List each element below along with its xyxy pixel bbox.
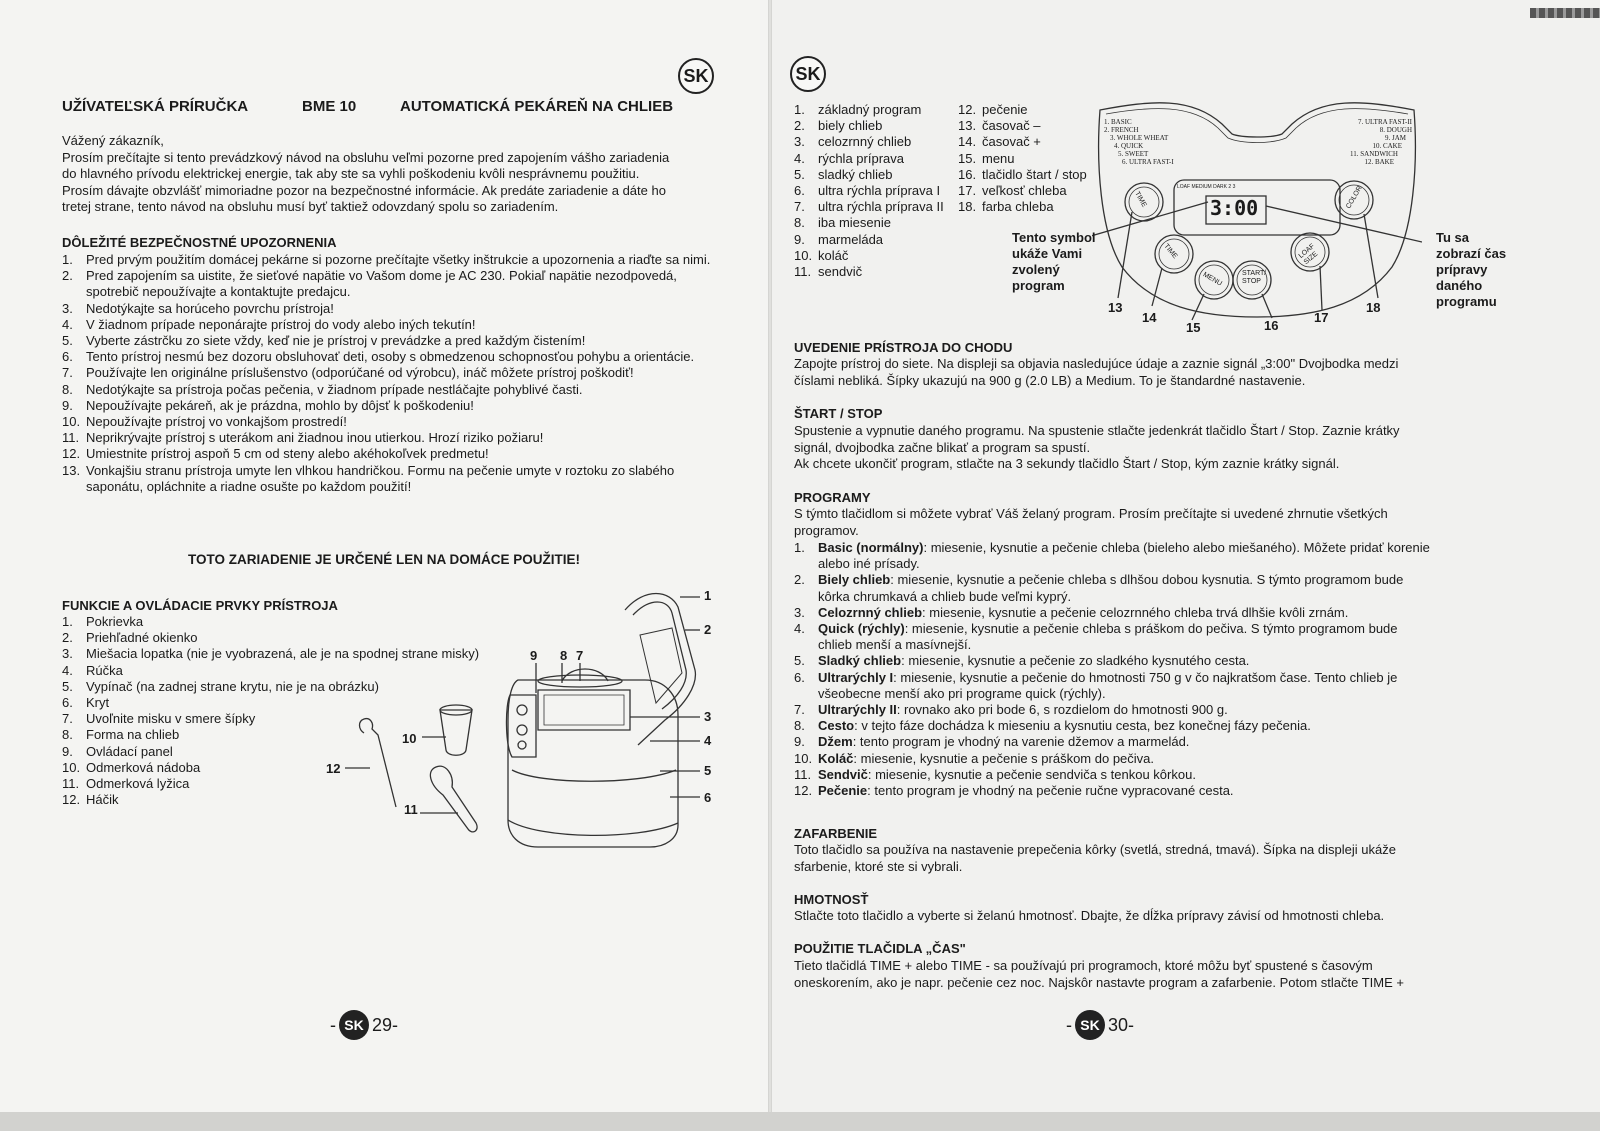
text-line: číslami nebliká. Šípky ukazujú na 900 g (2.0 LB) a Medium. To je štandardné nastavenie. <box>794 372 1306 388</box>
item-text: Nepoužívajte pekáreň, ak je prázdna, mohlo by dôjsť k poškodeniu! <box>86 397 474 413</box>
menu-entry: 6. ULTRA FAST-I <box>1122 158 1174 166</box>
text-line: sfarbenie, ktoré ste si vybrali. <box>794 858 963 874</box>
page-number-30 <box>1066 1010 1134 1040</box>
program-name: Ultrarýchly II <box>818 702 897 718</box>
list-item <box>62 382 720 398</box>
item-number: 5. <box>794 653 805 669</box>
item-text <box>818 540 1434 572</box>
list-item <box>794 167 954 183</box>
item-number: 2. <box>62 268 73 284</box>
item-text: Neprikrývajte prístroj s uterákom ani žiadnou inou utierkou. Hrozí riziko požiaru! <box>86 430 544 446</box>
text-line: programov. <box>794 522 859 538</box>
menu-entry: 3. WHOLE WHEAT <box>1110 134 1169 142</box>
program-name: Cesto <box>818 718 855 734</box>
list-item <box>794 702 1434 718</box>
program-description: : miesenie, kysnutie a pečenie celozrnného chleba trvá dlhšie kvôli zrnám. <box>922 604 1349 620</box>
list-item <box>62 252 720 268</box>
item-text: časovač – <box>982 118 1041 134</box>
program-description: : miesenie, kysnutie a pečenie chleba s dlhšou dobou kysnutia. S týmto programom bude kôrka chrumkavá a chlieb bude veľmi kyprý. <box>818 572 1404 604</box>
item-number: 3. <box>794 134 805 150</box>
list-item <box>794 572 1434 604</box>
item-number: 3. <box>62 300 73 316</box>
item-text <box>818 605 1434 621</box>
panel-menu-left <box>1104 118 1174 166</box>
callout-line: program <box>1012 278 1065 293</box>
list-item <box>794 151 954 167</box>
item-number: 2. <box>794 118 805 134</box>
page-dash: - <box>1066 1014 1072 1035</box>
text-line: Spustenie a vypnutie daného programu. Na spustenie stlačte jedenkrát tlačidlo Štart / Stop. Zaznie krátky <box>794 423 1400 438</box>
right-page <box>772 0 1600 1112</box>
display-indicators: LOAF MEDIUM DARK 2 3 <box>1177 184 1236 190</box>
program-name: Biely chlieb <box>818 572 891 588</box>
program-name: Sendvič <box>818 766 868 782</box>
panel-label-16: 16 <box>1264 318 1279 333</box>
programs-list <box>794 540 1434 799</box>
page-badge: SK <box>339 1010 369 1040</box>
product-name: AUTOMATICKÁ PEKÁREŇ NA CHLIEB <box>400 98 674 115</box>
item-number: 7. <box>62 711 73 727</box>
menu-entry: 1. BASIC <box>1104 118 1132 126</box>
item-number: 10. <box>62 414 81 430</box>
list-item <box>62 430 720 446</box>
bread-maker-diagram <box>300 585 730 850</box>
list-item <box>62 414 720 430</box>
text-line: Tieto tlačidlá TIME + alebo TIME - sa používajú pri programoch, ktoré môžu byť spustené s časovým <box>794 958 1373 973</box>
item-number: 1. <box>794 102 805 117</box>
time-button-text <box>794 958 1474 991</box>
list-item <box>794 102 954 118</box>
startup-heading: UVEDENIE PRÍSTROJA DO CHODU <box>794 340 1013 355</box>
list-item <box>794 199 954 215</box>
program-name: Quick (rýchly) <box>818 621 905 637</box>
panel-label-13: 13 <box>1108 300 1123 315</box>
item-number: 13. <box>62 462 81 478</box>
panel-label-15: 15 <box>1186 320 1201 335</box>
list-item <box>62 463 720 495</box>
page-number: 30 <box>1108 1014 1129 1035</box>
callout-line: Tento symbol <box>1012 230 1096 245</box>
start-stop-text <box>794 423 1454 473</box>
safety-list <box>62 252 720 495</box>
item-number: 5. <box>794 166 805 182</box>
domestic-use-note: TOTO ZARIADENIE JE URČENÉ LEN NA DOMÁCE POUŽITIE! <box>188 552 581 567</box>
item-number: 11. <box>794 766 812 782</box>
list-item <box>62 349 720 365</box>
callout-time-display <box>1436 230 1506 310</box>
menu-entry: 8. DOUGH <box>1379 126 1412 134</box>
intro-text <box>62 133 722 216</box>
text-line: Toto tlačidlo sa používa na nastavenie prepečenia kôrky (svetlá, stredná, tmavá). Šípka na displeji ukáže <box>794 842 1396 857</box>
item-text: Háčik <box>86 792 119 808</box>
item-text: Pokrievka <box>86 614 144 629</box>
item-number: 11. <box>794 264 812 280</box>
item-number: 10. <box>794 750 813 766</box>
item-number: 15. <box>958 150 977 166</box>
item-number: 4. <box>62 316 73 332</box>
item-text: Vypínač (na zadnej strane krytu, nie je na obrázku) <box>86 678 379 694</box>
item-text: Pred prvým použitím domácej pekárne si pozorne prečítajte všetky inštrukcie a upozornenia a riaďte sa nimi. <box>86 252 711 267</box>
item-text: Nepoužívajte prístroj vo vonkajšom prostredí! <box>86 414 347 430</box>
panel-legend-a <box>794 102 954 280</box>
menu-entry: 5. SWEET <box>1118 150 1149 158</box>
menu-entry: 9. JAM <box>1384 134 1406 142</box>
list-item <box>62 365 720 381</box>
item-number: 6. <box>62 349 73 365</box>
list-item <box>794 670 1434 702</box>
list-item <box>794 605 1434 621</box>
item-number: 2. <box>794 572 805 588</box>
list-item <box>794 118 954 134</box>
program-name: Ultrarýchly I <box>818 669 894 685</box>
menu-entry: 12. BAKE <box>1364 158 1394 166</box>
text-line: signál, dvojbodka začne blikať a program sa spustí. <box>794 439 1091 455</box>
item-number: 1. <box>62 614 73 629</box>
list-item <box>794 540 1434 572</box>
language-badge: SK <box>790 56 826 92</box>
start-stop-button[interactable]: START/ STOP <box>1242 270 1267 285</box>
item-text: pečenie <box>982 102 1028 117</box>
list-item <box>794 621 1434 653</box>
item-number: 9. <box>794 231 805 247</box>
menu-entry: 10. CAKE <box>1372 142 1402 150</box>
diagram-label-4: 4 <box>704 733 712 748</box>
item-number: 8. <box>62 381 73 397</box>
item-number: 16. <box>958 166 977 182</box>
diagram-label-5: 5 <box>704 763 712 778</box>
item-text: tlačidlo štart / stop <box>982 166 1087 182</box>
list-item <box>794 783 1434 799</box>
item-number: 3. <box>794 604 805 620</box>
manual-title: UŽÍVATEĽSKÁ PRÍRUČKA <box>62 98 249 115</box>
loaf-size-button[interactable]: LOAF SIZE <box>1297 242 1320 267</box>
diagram-label-11: 11 <box>404 802 418 817</box>
item-number: 8. <box>62 727 73 743</box>
diagram-label-7: 7 <box>576 648 584 663</box>
list-item <box>62 301 720 317</box>
item-text: koláč <box>818 247 849 263</box>
intro-line: do hlavného prívodu elektrickej energie, tak aby ste sa vyhli poškodeniu kvôli nesprávnemu použitiu. <box>62 166 640 181</box>
item-text: Pred zapojením sa uistite, že sieťové napätie vo Vašom dome je AC 230. Pokiaľ napätie nezodpovedá, spotrebič nepoužívajte a kontaktujte predajcu. <box>86 268 677 300</box>
item-text: Vyberte zástrčku zo siete vždy, keď nie je prístroj v prevádzke a pred každým čistením! <box>86 333 586 349</box>
list-item <box>958 134 1108 150</box>
diagram-label-1: 1 <box>704 588 712 603</box>
display-time: 3:00 <box>1210 196 1259 220</box>
list-item <box>794 734 1434 750</box>
menu-button[interactable]: MENU <box>1201 271 1223 288</box>
item-number: 6. <box>794 183 805 199</box>
list-item <box>958 199 1108 215</box>
programs-heading: PROGRAMY <box>794 490 871 505</box>
item-text <box>818 653 1434 669</box>
item-text: sladký chlieb <box>818 166 893 182</box>
program-description: : tento program je vhodný na varenie džemov a marmelád. <box>852 734 1190 750</box>
item-text: marmeláda <box>818 231 884 247</box>
language-badge: SK <box>678 58 714 94</box>
program-description: : miesenie, kysnutie a pečenie chleba (bieleho alebo miešaného). Môžete pridať korenie alebo iné prísady. <box>818 540 1430 572</box>
programs-intro <box>794 506 1454 539</box>
scan-bottom-edge <box>0 1112 1600 1131</box>
weight-text <box>794 908 1474 925</box>
item-number: 10. <box>62 759 81 775</box>
item-number: 13. <box>958 118 977 134</box>
item-text: základný program <box>818 102 922 117</box>
menu-entry: 4. QUICK <box>1114 142 1144 150</box>
diagram-label-8: 8 <box>560 648 568 663</box>
list-item <box>794 718 1434 734</box>
time-plus-button[interactable]: TIME <box>1162 242 1179 261</box>
page-number: 29 <box>372 1014 393 1035</box>
panel-label-14: 14 <box>1142 310 1157 325</box>
weight-heading: HMOTNOSŤ <box>794 892 869 907</box>
item-text: Umiestnite prístroj aspoň 5 cm od steny alebo akéhokoľvek predmetu! <box>86 446 489 462</box>
item-text: Nedotýkajte sa prístroja počas pečenia, v žiadnom prípade nestláčajte pohyblivé časti. <box>86 381 583 397</box>
list-item <box>62 333 720 349</box>
item-text: farba chleba <box>982 199 1054 215</box>
diagram-label-3: 3 <box>704 709 712 724</box>
intro-line: Vážený zákazník, <box>62 133 164 148</box>
list-item <box>958 102 1108 118</box>
item-number: 12. <box>62 792 81 808</box>
item-text <box>818 783 1434 799</box>
item-number: 5. <box>62 678 73 694</box>
page-dash: - <box>1128 1014 1135 1035</box>
item-number: 1. <box>62 252 73 267</box>
menu-entry: 11. SANDWICH <box>1350 150 1398 158</box>
item-number: 8. <box>794 718 805 734</box>
item-text <box>818 751 1434 767</box>
model-name: BME 10 <box>302 98 357 115</box>
left-page <box>0 0 768 1112</box>
list-item <box>794 215 954 231</box>
panel-label-17: 17 <box>1314 310 1329 325</box>
item-number: 3. <box>62 646 73 662</box>
diagram-label-12: 12 <box>326 761 341 776</box>
item-text: sendvič <box>818 264 863 280</box>
item-text <box>818 572 1434 604</box>
item-number: 2. <box>62 630 73 646</box>
program-description: : miesenie, kysnutie a pečenie do hmotnosti 750 g v čo najkratšom čase. Tento chlieb je všeobecne menší ako pri programe quick (rýchly). <box>818 669 1398 701</box>
item-text: menu <box>982 150 1015 166</box>
item-number: 9. <box>62 743 73 759</box>
item-text: Odmerková nádoba <box>86 759 201 775</box>
item-number: 6. <box>62 695 73 711</box>
list-item <box>958 167 1108 183</box>
page-dash: - <box>392 1014 399 1035</box>
item-number: 14. <box>958 134 977 150</box>
list-item <box>958 118 1108 134</box>
start-stop-heading: ŠTART / STOP <box>794 406 883 421</box>
item-number: 17. <box>958 183 977 199</box>
intro-line: tretej strane, tento návod na obsluhu musí byť taktiež odovzdaný spolu so zariadením. <box>62 199 559 214</box>
program-name: Koláč <box>818 750 854 766</box>
program-name: Sladký chlieb <box>818 653 902 669</box>
callout-line: ukáže Vami <box>1012 246 1083 261</box>
item-text: V žiadnom prípade neponárajte prístroj do vody alebo iných tekutín! <box>86 316 476 332</box>
program-name: Celozrnný chlieb <box>818 604 923 620</box>
text-line: Stlačte toto tlačidlo a vyberte si želanú hmotnosť. Dbajte, že dĺžka prípravy závisí od hmotnosti chleba. <box>794 908 1385 923</box>
callout-line: programu <box>1436 294 1497 309</box>
item-number: 4. <box>794 621 805 637</box>
item-text <box>818 621 1434 653</box>
menu-entry: 7. ULTRA FAST-II <box>1357 118 1412 126</box>
callout-line: zobrazí čas <box>1436 246 1507 261</box>
item-number: 9. <box>794 734 805 750</box>
callout-program-symbol <box>1012 230 1096 294</box>
intro-line: Prosím prečítajte si tento prevádzkový návod na obsluhu veľmi pozorne pred zapojením vášho zariadenia <box>62 149 670 165</box>
diagram-label-2: 2 <box>704 622 712 637</box>
scan-edge-mark <box>1530 8 1600 18</box>
list-item <box>794 264 954 280</box>
item-number: 8. <box>794 215 805 231</box>
item-text: rýchla príprava <box>818 150 904 166</box>
page-badge: SK <box>1075 1010 1105 1040</box>
list-item <box>794 232 954 248</box>
item-number: 11. <box>62 776 80 792</box>
item-text <box>818 767 1434 783</box>
item-text: ultra rýchla príprava II <box>818 199 944 215</box>
item-number: 12. <box>958 102 977 117</box>
callout-line: prípravy <box>1436 262 1488 277</box>
program-description: : miesenie, kysnutie a pečenie zo sladkého kysnutého cesta. <box>901 653 1250 669</box>
diagram-label-9: 9 <box>530 648 538 663</box>
text-line: oneskorením, ako je napr. pečenie cez noc. Najskôr nastavte program a zafarbenie. Potom stlačte TIME + <box>794 974 1404 990</box>
time-minus-button[interactable]: TIME <box>1133 190 1148 209</box>
program-description: : miesenie, kysnutie a pečenie sendviča s tenkou kôrkou. <box>867 766 1196 782</box>
diagram-label-10: 10 <box>402 731 417 746</box>
callout-line: zvolený <box>1012 262 1060 277</box>
item-number: 12. <box>794 783 813 799</box>
item-number: 18. <box>958 199 977 215</box>
list-item <box>794 653 1434 669</box>
item-text: Forma na chlieb <box>86 727 180 743</box>
list-item <box>794 248 954 264</box>
callout-line: Tu sa <box>1436 230 1469 245</box>
program-name: Pečenie <box>818 783 868 799</box>
item-number: 1. <box>794 540 805 555</box>
text-line: S týmto tlačidlom si môžete vybrať Váš želaný program. Prosím prečítajte si uvedené zhrnutie všetkých <box>794 506 1388 521</box>
item-text: ultra rýchla príprava I <box>818 183 941 199</box>
program-description: : miesenie, kysnutie a pečenie chleba s práškom do pečiva. S týmto programom bude chlieb menší a masívnejší. <box>818 621 1398 653</box>
list-item <box>958 183 1108 199</box>
item-number: 10. <box>794 247 813 263</box>
color-button[interactable]: COLOR <box>1345 184 1364 211</box>
item-number: 6. <box>794 669 805 685</box>
item-number: 11. <box>62 430 80 446</box>
item-text: iba miesenie <box>818 215 891 231</box>
list-item <box>62 268 720 300</box>
list-item <box>794 183 954 199</box>
item-text: biely chlieb <box>818 118 883 134</box>
item-text: Ovládací panel <box>86 743 173 759</box>
list-item <box>62 446 720 462</box>
item-text: Používajte len originálne príslušenstvo (odporúčané od výrobcu), ináč môžete prístroj poškodiť! <box>86 365 634 381</box>
item-text: časovač + <box>982 134 1041 150</box>
diagram-label-6: 6 <box>704 790 712 805</box>
program-description: : v tejto fáze dochádza k mieseniu a kysnutiu cesta, bez konečnej fázy pečenia. <box>854 718 1311 734</box>
item-text <box>818 718 1434 734</box>
item-number: 9. <box>62 397 73 413</box>
page-dash: - <box>330 1014 336 1035</box>
list-item <box>794 751 1434 767</box>
list-item <box>62 317 720 333</box>
item-number: 7. <box>62 365 73 381</box>
item-number: 5. <box>62 333 73 349</box>
menu-entry: 2. FRENCH <box>1104 126 1139 134</box>
list-item <box>794 767 1434 783</box>
panel-legend-b <box>958 102 1108 215</box>
item-text: veľkosť chleba <box>982 183 1067 199</box>
item-text: Uvoľnite misku v smere šípky <box>86 711 256 727</box>
item-number: 12. <box>62 446 81 462</box>
item-text: Odmerková lyžica <box>86 776 190 792</box>
program-description: : miesenie, kysnutie a pečenie s práškom do pečiva. <box>853 750 1155 766</box>
panel-label-18: 18 <box>1366 300 1381 315</box>
item-text <box>818 670 1434 702</box>
time-button-heading: POUŽITIE TLAČIDLA „ČAS" <box>794 941 966 956</box>
item-text <box>818 734 1434 750</box>
item-number: 7. <box>794 199 805 215</box>
list-item <box>62 398 720 414</box>
item-text: Nedotýkajte sa horúceho povrchu prístroja! <box>86 300 334 316</box>
program-name: Džem <box>818 734 853 750</box>
item-number: 4. <box>794 150 805 166</box>
program-name: Basic (normálny) <box>818 540 924 555</box>
item-number: 7. <box>794 702 805 718</box>
intro-line: Prosím dávajte obzvlášť mimoriadne pozor na bezpečnostné informácie. Ak predáte zariadenie a dáte ho <box>62 182 666 198</box>
callout-line: daného <box>1436 278 1483 293</box>
item-text: Miešacia lopatka (nie je vyobrazená, ale je na spodnej strane misky) <box>86 646 480 662</box>
program-description: : tento program je vhodný na pečenie ručne vypracované cesta. <box>867 783 1234 799</box>
item-text: Priehľadné okienko <box>86 630 198 646</box>
list-item <box>794 134 954 150</box>
item-text: Rúčka <box>86 662 123 678</box>
item-text <box>818 702 1434 718</box>
list-item <box>958 151 1108 167</box>
item-number: 4. <box>62 662 73 678</box>
item-text: Vonkajšiu stranu prístroja umyte len vlhkou handričkou. Formu na pečenie umyte v roztoku zo slabého saponátu, opláchnite a riadne osušte po každom použití! <box>86 462 675 494</box>
startup-text <box>794 356 1454 389</box>
text-line: Zapojte prístroj do siete. Na displeji sa objavia nasledujúce údaje a zaznie signál „3:00" Dvojbodka medzi <box>794 356 1399 371</box>
color-heading: ZAFARBENIE <box>794 826 878 841</box>
item-text: celozrnný chlieb <box>818 134 912 150</box>
panel-menu-right <box>1318 118 1412 166</box>
item-text: Kryt <box>86 695 110 711</box>
safety-heading: DÔLEŽITÉ BEZPEČNOSTNÉ UPOZORNENIA <box>62 235 337 250</box>
item-text: Tento prístroj nesmú bez dozoru obsluhovať deti, osoby s obmedzenou schopnosťou pohybu a orientácie. <box>86 349 695 365</box>
text-line: Ak chcete ukončiť program, stlačte na 3 sekundy tlačidlo Štart / Stop, kým zaznie krátky signál. <box>794 456 1340 471</box>
color-text <box>794 842 1454 875</box>
functions-heading: FUNKCIE A OVLÁDACIE PRVKY PRÍSTROJA <box>62 598 338 613</box>
program-description: : rovnako ako pri bode 6, s rozdielom do hmotnosti 900 g. <box>896 702 1228 718</box>
page-number-29 <box>330 1010 398 1040</box>
